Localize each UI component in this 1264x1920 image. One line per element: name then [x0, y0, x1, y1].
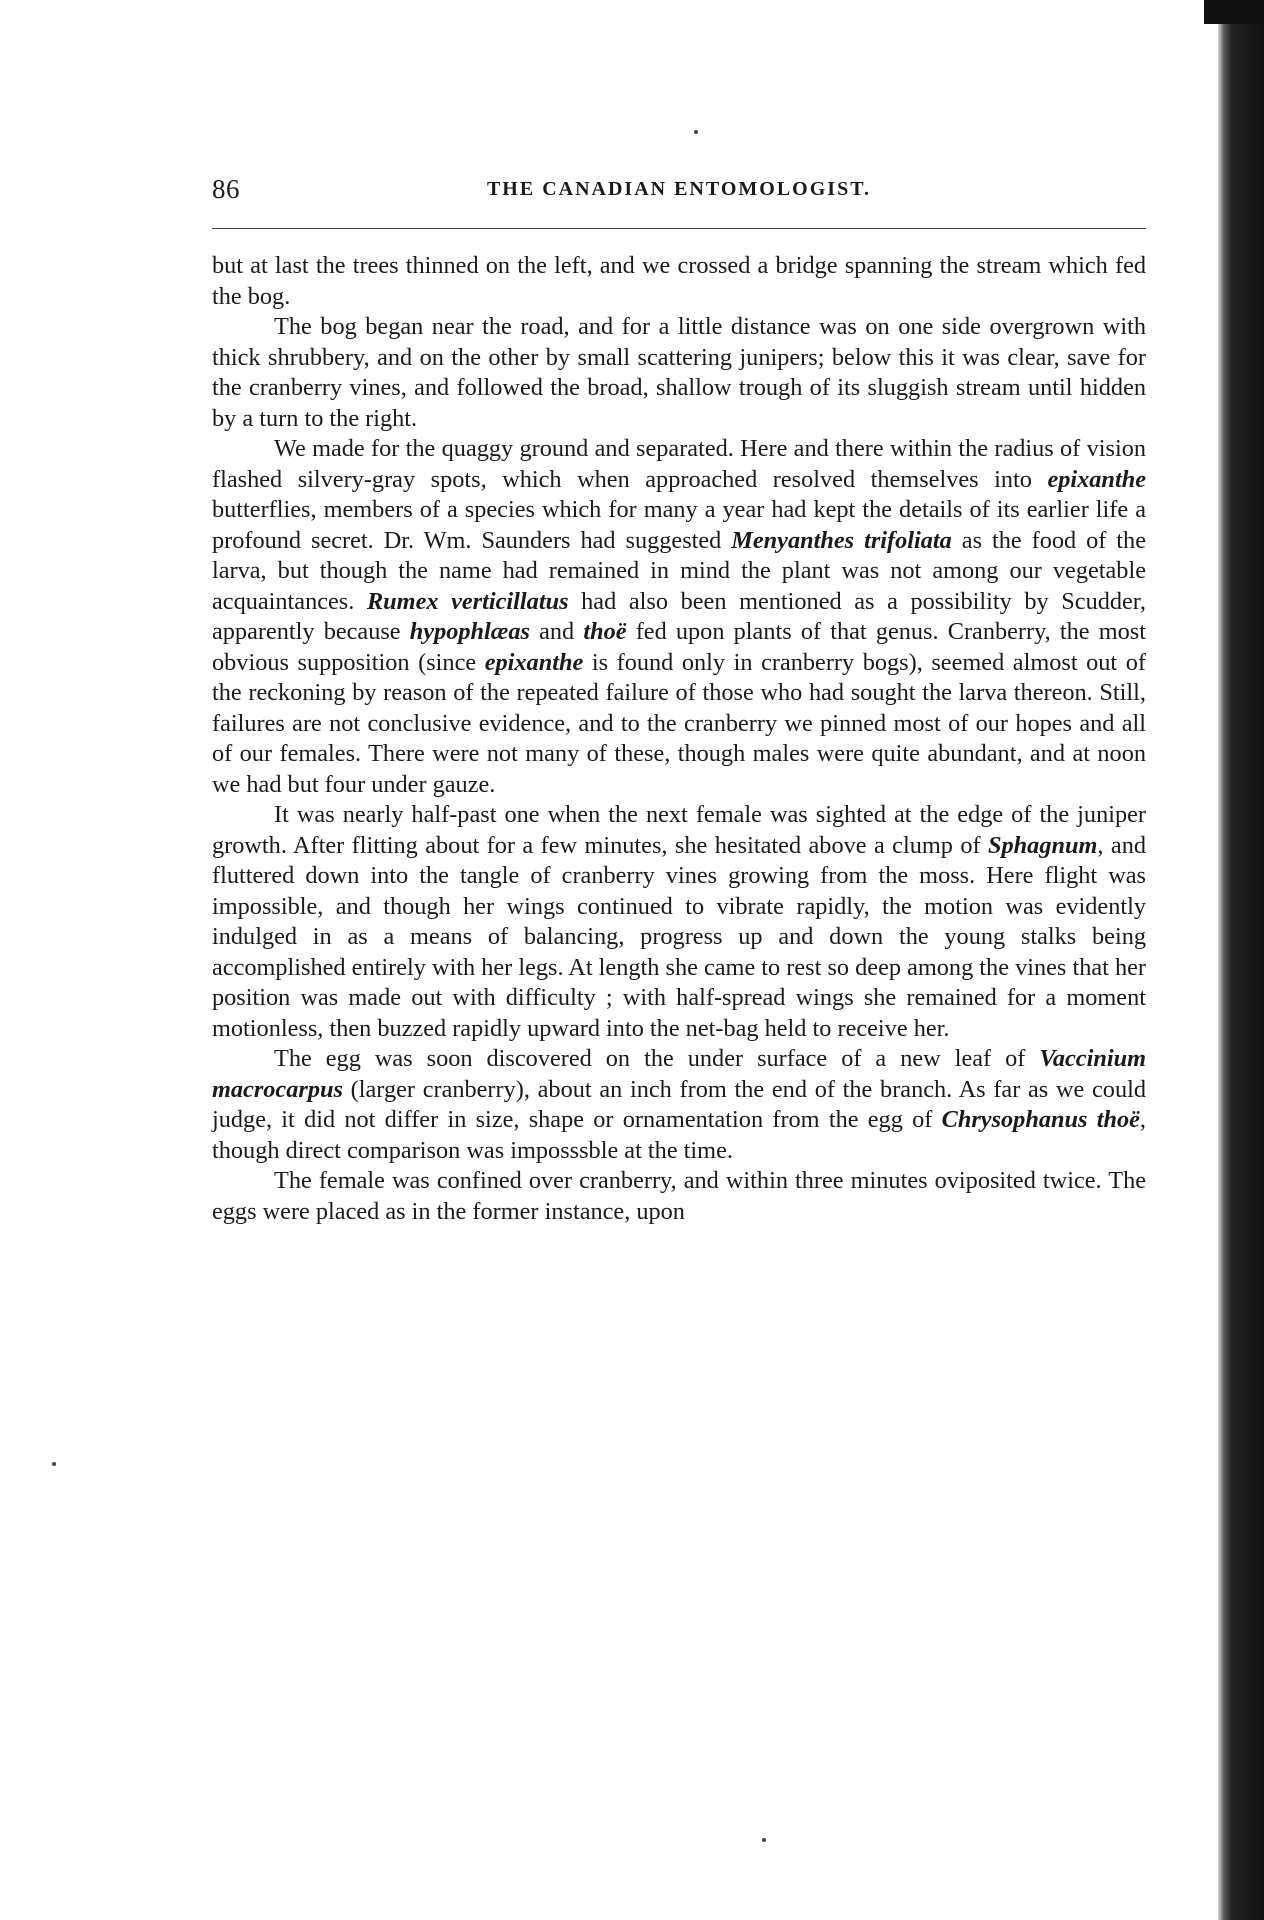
text-run: but at last the trees thinned on the left, and we crossed a bridge spanning the stream which fed the bog. [212, 252, 1146, 310]
italic-term: epixanthe [1047, 465, 1146, 493]
scan-corner-shadow [1204, 0, 1264, 24]
scan-speck [52, 1462, 56, 1466]
scan-speck [694, 130, 698, 134]
italic-term: Rumex verticillatus [366, 587, 569, 615]
paragraph [212, 312, 1146, 434]
italic-term: thoë [583, 618, 627, 645]
italic-term: Vaccinium macrocarpus [212, 1045, 1146, 1103]
paragraph [212, 251, 1146, 312]
text-run: fed upon plants of that genus. Cranberry, the most obvious supposition (since [212, 618, 1147, 676]
text-run: The bog began near the road, and for a little distance was on one side overgrown with thick shrubbery, and on the other by small scattering junipers; below this it was clear, save for the cranberry vines, and followed the broad, shallow trough of its sluggish stream until hidden by a turn to the right. [212, 313, 1146, 432]
text-run: as the food of the larva, but though the name had remained in mind the plant was not among our vegetable acquaintances. [212, 526, 1146, 615]
body-text [212, 251, 1146, 1227]
paragraph [212, 1044, 1146, 1166]
italic-term: hypophlæas [409, 618, 530, 645]
text-run: We made for the quaggy ground and separated. Here and there within the radius of vision flashed silvery-gray spots, which when approached resolved themselves into [212, 435, 1146, 493]
scan-speck [762, 1838, 766, 1842]
paragraph [212, 800, 1146, 1044]
scan-page-edge [1218, 0, 1264, 1920]
page-number: 86 [212, 174, 240, 204]
italic-term: Chrysophanus thoë [941, 1106, 1140, 1133]
text-run: is found only in cranberry bogs), seemed almost out of the reckoning by reason of the repeated failure of those who had sought the larva thereon. Still, failures are not conclusive evidence, and to the cranberry we pinned most of our hopes and all of our females. There were not many of these, though males were quite abundant, and at noon we had but four under gauze. [212, 648, 1146, 798]
text-run: It was nearly half-past one when the next female was sighted at the edge of the juniper growth. After flitting about for a few minutes, she hesitated above a clump of [212, 801, 1146, 859]
paragraph [212, 1166, 1146, 1227]
text-run: had also been mentioned as a possibility by Scudder, apparently because [212, 587, 1146, 645]
italic-term: Menyanthes trifoliata [731, 526, 952, 554]
text-run: and [529, 618, 584, 645]
text-run: , and fluttered down into the tangle of cranberry vines growing from the moss. Here flight was impossible, and though her wings continued to vibrate rapidly, the motion was evidently indulged in as a means of balancing, progress up and down the young stalks being accomplished entirely with her legs. At length she came to rest so deep among the vines that her position was made out with difficulty ; with half-spread wings she remained for a moment motionless, then buzzed rapidly upward into the net-bag held to receive her. [212, 831, 1146, 1042]
italic-term: Sphagnum [988, 831, 1098, 859]
journal-title: THE CANADIAN ENTOMOLOGIST. [486, 178, 872, 200]
text-run: (larger cranberry), about an inch from the end of the branch. As far as we could judge, it did not differ in size, shape or ornamentation from the egg of [212, 1075, 1146, 1133]
paragraph [212, 434, 1146, 800]
header-rule [212, 228, 1146, 229]
text-run: The egg was soon discovered on the under surface of a new leaf of [274, 1045, 1040, 1072]
italic-term: epixanthe [484, 648, 584, 676]
running-head [212, 160, 1146, 206]
book-page [212, 160, 1146, 1227]
text-run: The female was confined over cranberry, and within three minutes oviposited twice. The eggs were placed as in the former instance, upon [212, 1167, 1146, 1225]
text-run: , though direct comparison was imposssble at the time. [212, 1106, 1146, 1164]
text-run: butterflies, members of a species which for many a year had kept the details of its earlier life a profound secret. Dr. Wm. Saunders had suggested [212, 496, 1146, 554]
